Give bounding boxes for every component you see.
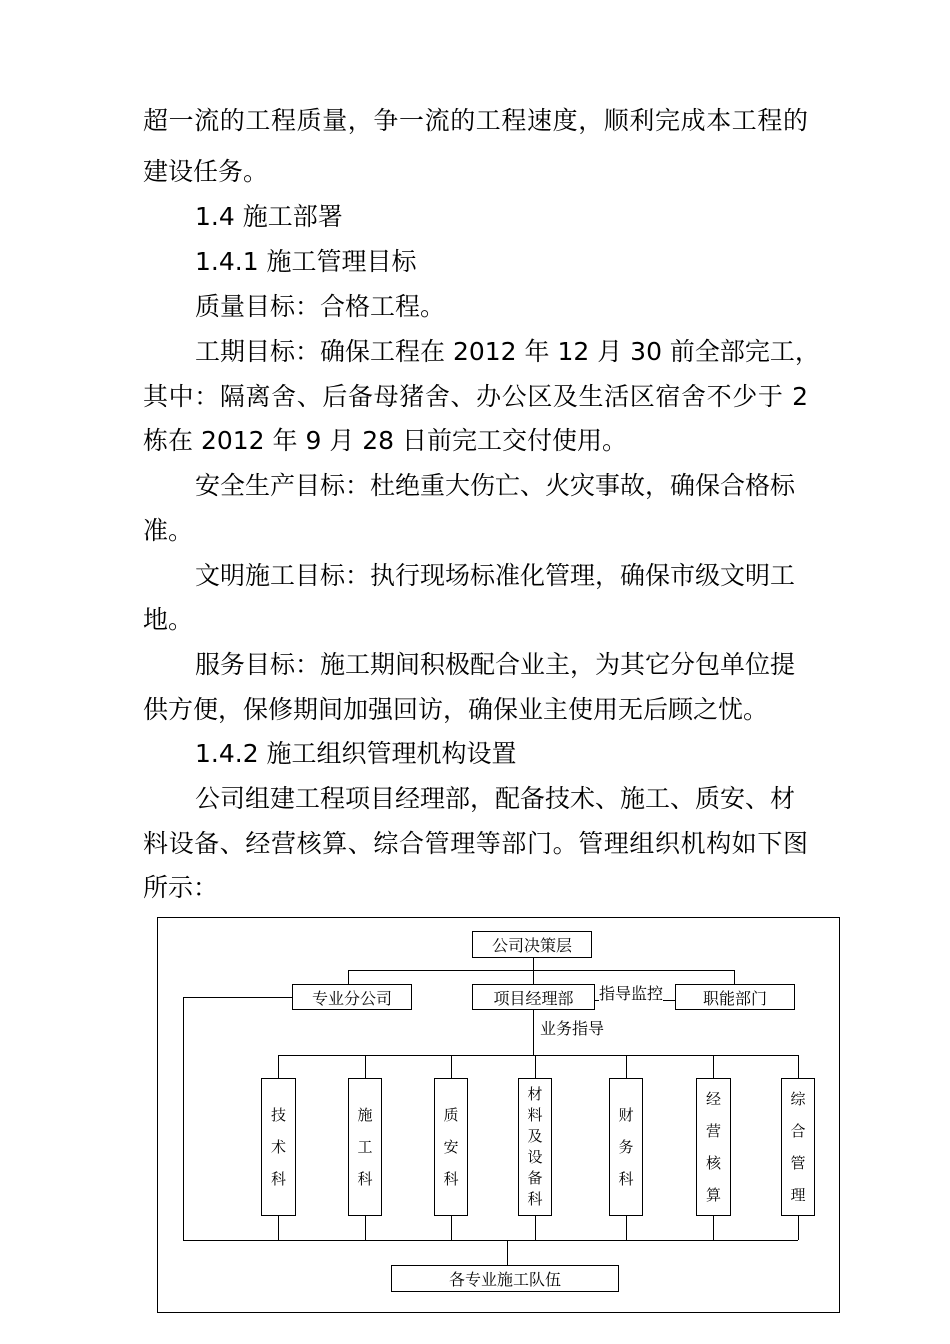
functional-dept-box: 职能部门: [675, 984, 795, 1010]
dept-box-quality-safety: 质 安 科: [434, 1078, 468, 1216]
dept-box-finance: 财 务 科: [609, 1078, 643, 1216]
safety-target-line: 安全生产目标：杜绝重大伤亡、火灾事故，确保合格标: [195, 471, 796, 500]
dept-box-materials-equipment: 材 料 及 设 备 科: [518, 1078, 552, 1216]
section-heading-1-4-1: 1.4.1 施工管理目标: [195, 247, 417, 276]
service-target-line: 服务目标：施工期间积极配合业主，为其它分包单位提: [195, 650, 796, 679]
connector-line: [626, 1216, 627, 1240]
service-target-line: 供方便，保修期间加强回访，确保业主使用无后顾之忧。: [143, 695, 769, 724]
connector-line: [798, 1055, 799, 1078]
connector-line: [183, 997, 292, 998]
connector-line: [713, 1216, 714, 1240]
connector-line: [626, 1055, 627, 1078]
quality-target: 质量目标：合格工程。: [195, 292, 446, 321]
connector-line: [713, 1055, 714, 1078]
schedule-target-line: 其中：隔离舍、后备母猪舍、办公区及生活区宿舍不少于 2: [143, 382, 808, 411]
civil-construction-target-line: 文明施工目标：执行现场标准化管理，确保市级文明工: [195, 561, 796, 590]
connector-line: [533, 957, 534, 984]
dept-box-general-management: 综 合 管 理: [781, 1078, 815, 1216]
connector-line: [451, 1055, 452, 1078]
dept-box-business-accounting: 经 营 核 算: [696, 1078, 731, 1216]
civil-construction-target-line: 地。: [143, 605, 194, 634]
dept-box-technology: 技 术 科: [261, 1078, 296, 1216]
connector-line: [365, 1055, 366, 1078]
connector-line: [348, 970, 734, 971]
organization-paragraph-line: 公司组建工程项目经理部，配备技术、施工、质安、材: [195, 784, 796, 813]
connector-line: [798, 1216, 799, 1240]
connector-line: [734, 970, 735, 984]
connector-line: [451, 1216, 452, 1240]
section-heading-1-4: 1.4 施工部署: [195, 202, 343, 231]
section-heading-1-4-2: 1.4.2 施工组织管理机构设置: [195, 739, 517, 768]
connector-line: [535, 1216, 536, 1240]
schedule-target-line: 工期目标：确保工程在 2012 年 12 月 30 前全部完工，: [195, 337, 820, 366]
dept-box-construction: 施 工 科: [348, 1078, 382, 1216]
business-guidance-label: 业务指导: [540, 1016, 604, 1039]
safety-target-line: 准。: [143, 516, 194, 545]
connector-line: [365, 1216, 366, 1240]
connector-line: [278, 1055, 798, 1056]
specialty-subsidiary-box: 专业分公司: [292, 984, 412, 1010]
construction-teams-box: 各专业施工队伍: [391, 1265, 619, 1292]
paragraph-line: 建设任务。: [143, 157, 269, 186]
connector-line: [183, 997, 184, 1240]
organization-paragraph-line: 料设备、经营核算、综合管理等部门。管理组织机构如下图: [143, 829, 808, 858]
guidance-monitoring-label: 指导监控: [599, 981, 663, 1004]
schedule-target-line: 栋在 2012 年 9 月 28 日前完工交付使用。: [143, 426, 628, 455]
paragraph-line: 超一流的工程质量，争一流的工程速度，顺利完成本工程的: [143, 106, 808, 135]
connector-line: [278, 1216, 279, 1240]
connector-line: [507, 1240, 508, 1265]
org-chart-frame: [157, 917, 840, 1313]
connector-line: [183, 1240, 798, 1241]
connector-line: [533, 1010, 534, 1055]
connector-line: [535, 1055, 536, 1078]
organization-paragraph-line: 所示：: [143, 873, 219, 902]
company-decision-box: 公司决策层: [472, 931, 592, 958]
project-manager-dept-box: 项目经理部: [472, 984, 595, 1010]
connector-line: [348, 970, 349, 984]
connector-line: [278, 1055, 279, 1078]
